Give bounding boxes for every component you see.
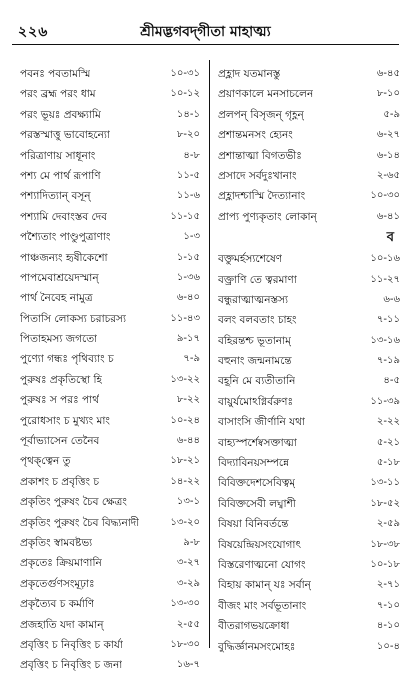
chapter-verse-ref: ২-৫৫ bbox=[176, 618, 200, 630]
verse-text: প্রয়াণকালে মনসাচলেন bbox=[218, 88, 314, 101]
chapter-verse-ref: ৬-৪১ bbox=[376, 210, 400, 222]
index-entry bbox=[20, 655, 212, 675]
index-entry bbox=[20, 349, 212, 369]
verse-text: পুরোধসাং চ মুখ্যং মাং bbox=[20, 414, 110, 427]
index-entry bbox=[20, 635, 212, 655]
index-entry bbox=[20, 574, 212, 594]
chapter-verse-ref: ৭-১৯ bbox=[376, 355, 400, 367]
verse-text: বিবিক্তসেবী লঘ্বাশী bbox=[218, 497, 296, 510]
verse-text: বলং বলবতাং চাহং bbox=[218, 314, 297, 327]
verse-text: পরং ভূয়ঃ প্রবক্ষ্যামি bbox=[20, 108, 101, 121]
verse-text: প্রশান্তাত্মা বিগতভীঃ bbox=[218, 149, 302, 162]
chapter-verse-ref: ১৮-৩০ bbox=[170, 638, 200, 650]
chapter-verse-ref: ৫-৯ bbox=[383, 108, 400, 120]
index-entry bbox=[20, 411, 212, 431]
chapter-verse-ref: ৮-১০ bbox=[376, 88, 400, 100]
verse-text: পাপমেবাশ্রয়েদস্মান্ bbox=[20, 271, 99, 284]
verse-text: বিবিক্তদেশসেবিত্বম্ bbox=[218, 477, 296, 490]
index-entry bbox=[218, 125, 400, 145]
verse-text: পুরুষঃ প্রকৃতিস্থো হি bbox=[20, 373, 103, 386]
chapter-verse-ref: ৭-১০ bbox=[376, 599, 400, 611]
verse-text: প্রাপ্য পুণ্যকৃতাং লোকান্ bbox=[218, 210, 317, 223]
index-entry bbox=[20, 615, 212, 635]
verse-text: পশ্যামি দেবাংস্তব দেব bbox=[20, 210, 108, 223]
index-entry bbox=[218, 331, 400, 351]
verse-text: বক্তুমর্হস্যশেষেণ bbox=[218, 253, 283, 266]
verse-text: প্রকৃতিং পুরুষং চৈব বিদ্ধ্যনাদী bbox=[20, 516, 140, 529]
chapter-verse-ref: ৬-৬ bbox=[383, 293, 400, 305]
chapter-verse-ref: ১১-২৭ bbox=[370, 273, 400, 285]
verse-text: বাহ্যস্পর্শেষ্বসক্তাত্মা bbox=[218, 436, 297, 449]
verse-text: পশ্যৈতাং পাণ্ডুপুত্রাণাং bbox=[20, 231, 111, 244]
index-entry bbox=[218, 575, 400, 595]
verse-text: বীতরাগভয়ক্রোধা bbox=[218, 620, 290, 633]
index-entry bbox=[20, 513, 212, 533]
verse-text: বিষয়া বিনিবর্তন্তে bbox=[218, 518, 289, 531]
verse-text: পৃথক্‌ত্বেন তু bbox=[20, 455, 71, 468]
verse-text: বহূনি মে ব্যতীতানি bbox=[218, 375, 296, 388]
index-entry bbox=[218, 105, 400, 125]
verse-text: প্রশান্তমনসং হ্যেনং bbox=[218, 129, 293, 142]
verse-text: প্রহ্লাদ যতমানস্তু bbox=[218, 68, 281, 80]
chapter-verse-ref: ৬-২৭ bbox=[376, 129, 400, 141]
chapter-verse-ref: ১৬-৭ bbox=[176, 659, 200, 671]
index-entry bbox=[218, 535, 400, 555]
index-entry bbox=[20, 166, 212, 186]
verse-text: বুদ্ধির্জ্ঞানমসংমোহঃ bbox=[218, 640, 296, 653]
index-entry bbox=[20, 105, 212, 125]
chapter-verse-ref: ১৩-৩০ bbox=[170, 598, 200, 610]
index-entry bbox=[20, 329, 212, 349]
index-entry bbox=[218, 494, 400, 514]
chapter-verse-ref: ১৩-১ bbox=[176, 496, 200, 508]
chapter-verse-ref: ৮-২০ bbox=[176, 129, 200, 141]
verse-text: পবনঃ পবতামস্মি bbox=[20, 68, 91, 80]
chapter-verse-ref: ১৮-২১ bbox=[170, 455, 200, 467]
chapter-verse-ref: ১০-৩১ bbox=[170, 68, 200, 79]
chapter-verse-ref: ১৮-৩৮ bbox=[370, 538, 400, 550]
chapter-verse-ref: ৬-৪৪ bbox=[176, 435, 200, 447]
index-entry bbox=[20, 533, 212, 553]
chapter-verse-ref: ৪-৮ bbox=[183, 149, 200, 161]
verse-text: প্রলপন্ বিসৃজন্ গৃহ্ণন্ bbox=[218, 108, 304, 121]
verse-text: পিতাসি লোকস্য চরাচরস্য bbox=[20, 312, 127, 325]
verse-text: প্রজহাতি যদা কামান্ bbox=[20, 618, 104, 631]
chapter-verse-ref: ৫-১৮ bbox=[376, 457, 400, 469]
section-letter-heading bbox=[218, 227, 400, 249]
index-entry bbox=[20, 227, 212, 247]
page-header bbox=[12, 22, 399, 45]
verse-text: প্রকাশং চ প্রবৃত্তিং চ bbox=[20, 475, 100, 488]
verse-text: বহিরন্তশ্চ ভূতানাম্ bbox=[218, 334, 291, 347]
page-number: ২২৬ bbox=[18, 24, 49, 40]
verse-text: পশ্য মে পার্থ রূপাণি bbox=[20, 169, 101, 182]
verse-text: বিষয়েন্দ্রিয়সংযোগাৎ bbox=[218, 538, 302, 551]
chapter-verse-ref: ১৪-১ bbox=[176, 108, 200, 120]
index-entry bbox=[218, 310, 400, 330]
chapter-verse-ref: ৭-৯ bbox=[183, 353, 200, 365]
index-entry bbox=[20, 594, 212, 614]
chapter-verse-ref: ১৪-২২ bbox=[170, 475, 200, 487]
index-entry bbox=[20, 390, 212, 410]
chapter-verse-ref: ১০-৩০ bbox=[370, 190, 400, 202]
chapter-verse-ref: ১-১৫ bbox=[176, 251, 200, 263]
chapter-verse-ref: ১৮-৫২ bbox=[370, 497, 400, 509]
right-index-bottom-block bbox=[218, 249, 400, 657]
chapter-verse-ref: ৮-২২ bbox=[176, 394, 200, 406]
verse-text: বিদ্যাবিনয়সম্পন্নে bbox=[218, 457, 290, 470]
index-entry bbox=[20, 84, 212, 104]
verse-text: প্রকৃতের্গুণসংমূঢ়াঃ bbox=[20, 577, 95, 590]
verse-text: পার্থ নৈবেহ নামুত্র bbox=[20, 292, 93, 305]
verse-text: পিতাহমস্য জগতো bbox=[20, 333, 98, 346]
chapter-verse-ref: ৫-২১ bbox=[376, 436, 400, 448]
verse-text: প্রহ্লাদশ্চাস্মি দৈত্যানাং bbox=[218, 190, 306, 203]
right-index-top-block bbox=[218, 64, 400, 227]
chapter-verse-ref: ১০-৪ bbox=[376, 640, 400, 652]
chapter-verse-ref: ৬-৪৫ bbox=[376, 68, 400, 79]
index-entry bbox=[218, 433, 400, 453]
chapter-verse-ref: ১১-৪৩ bbox=[170, 312, 200, 324]
verse-text: পাঞ্চজন্যং হৃষীকেশো bbox=[20, 251, 108, 264]
chapter-verse-ref: ১০-১২ bbox=[170, 88, 200, 100]
index-entry bbox=[218, 84, 400, 104]
index-entry bbox=[20, 451, 212, 471]
chapter-verse-ref: ২-৫৯ bbox=[376, 518, 400, 530]
chapter-verse-ref: ১১-১৫ bbox=[170, 210, 200, 222]
chapter-verse-ref: ৯-৮ bbox=[183, 536, 200, 548]
index-entry bbox=[218, 616, 400, 636]
verse-text: বহুনাং জন্মনামন্তে bbox=[218, 355, 292, 368]
index-entry bbox=[20, 248, 212, 268]
chapter-verse-ref: ১০-১৮ bbox=[370, 558, 400, 570]
verse-text: পরিত্রাণায় সাধূনাং bbox=[20, 149, 96, 162]
chapter-verse-ref: ২-৭১ bbox=[376, 579, 400, 591]
index-entry bbox=[20, 431, 212, 451]
index-entry bbox=[20, 64, 212, 84]
index-entry bbox=[218, 351, 400, 371]
verse-text: প্রকৃতেঃ ক্রিয়মাণানি bbox=[20, 557, 102, 570]
chapter-verse-ref: ৬-৪০ bbox=[176, 292, 200, 304]
chapter-verse-ref: ২-২২ bbox=[376, 416, 400, 428]
index-entry bbox=[20, 268, 212, 288]
page-title: শ্রীমদ্ভগবদ্‌গীতা মাহাত্ম্য bbox=[140, 24, 271, 40]
verse-text: পরস্তস্মাত্তু ভাবোহন্যো bbox=[20, 129, 110, 142]
index-entry bbox=[20, 288, 212, 308]
index-entry bbox=[218, 412, 400, 432]
index-entry bbox=[218, 290, 400, 310]
chapter-verse-ref: ৪-৫ bbox=[383, 375, 400, 387]
index-entry bbox=[20, 186, 212, 206]
chapter-verse-ref: ৯-১৭ bbox=[176, 333, 200, 345]
index-entry bbox=[218, 555, 400, 575]
verse-text: পশ্যাদিত্যান্ বসূন্ bbox=[20, 190, 91, 203]
right-index-column bbox=[218, 64, 400, 657]
chapter-verse-ref: ৩-২৯ bbox=[176, 577, 200, 589]
index-entry bbox=[20, 207, 212, 227]
index-entry bbox=[218, 371, 400, 391]
verse-text: প্রবৃত্তিং চ নিবৃত্তিং চ জনা bbox=[20, 659, 123, 672]
index-entry bbox=[20, 309, 212, 329]
index-entry bbox=[20, 553, 212, 573]
chapter-verse-ref: ১১-৬ bbox=[176, 190, 200, 202]
index-entry bbox=[218, 166, 400, 186]
chapter-verse-ref: ৩-২৭ bbox=[176, 557, 200, 569]
chapter-verse-ref: ১০-১৬ bbox=[370, 253, 400, 265]
chapter-verse-ref: ১১-৩৯ bbox=[370, 395, 400, 407]
index-entry bbox=[218, 473, 400, 493]
chapter-verse-ref: ১৩-২২ bbox=[170, 373, 200, 385]
index-entry bbox=[20, 492, 212, 512]
chapter-verse-ref: ১৩-২০ bbox=[170, 516, 200, 528]
chapter-verse-ref: ৭-১১ bbox=[376, 314, 400, 326]
verse-text: প্রকৃতিং পুরুষং চৈব ক্ষেত্রং bbox=[20, 496, 127, 509]
chapter-verse-ref: ২-৬৫ bbox=[376, 169, 400, 181]
chapter-verse-ref: ৪-১০ bbox=[376, 620, 400, 632]
index-entry bbox=[20, 125, 212, 145]
verse-text: বিহায় কামান্ যঃ সর্বান্ bbox=[218, 579, 311, 592]
index-entry bbox=[218, 453, 400, 473]
verse-text: পরং ব্রহ্ম পরং ধাম bbox=[20, 88, 96, 101]
index-entry bbox=[218, 249, 400, 269]
verse-text: পুণ্যো গন্ধঃ পৃথিব্যাং চ bbox=[20, 353, 114, 366]
left-index-column bbox=[20, 64, 212, 676]
verse-text: বাসাংসি জীর্ণানি যথা bbox=[218, 416, 305, 429]
index-entry bbox=[218, 186, 400, 206]
chapter-verse-ref: ১-৩৬ bbox=[176, 271, 200, 283]
verse-text: প্রকৃতিং স্বামবষ্টভ্য bbox=[20, 536, 93, 549]
verse-text: প্রকৃত্যৈব চ কর্মাণি bbox=[20, 598, 95, 611]
chapter-verse-ref: ১৩-১১ bbox=[370, 477, 400, 489]
verse-text: বন্ধুরাত্মাত্মনস্তস্য bbox=[218, 293, 289, 306]
chapter-verse-ref: ৬-১৪ bbox=[376, 149, 400, 161]
index-entry bbox=[218, 64, 400, 84]
verse-text: পূর্বাভ্যাসেন তেনৈব bbox=[20, 435, 100, 448]
chapter-verse-ref: ১১-৫ bbox=[176, 169, 200, 181]
index-entry bbox=[218, 207, 400, 227]
index-entry bbox=[218, 270, 400, 290]
chapter-verse-ref: ১০-২৪ bbox=[170, 414, 200, 426]
section-letter: ব bbox=[386, 230, 394, 246]
index-entry bbox=[218, 146, 400, 166]
index-entry bbox=[218, 596, 400, 616]
verse-text: বায়ুর্যমোঽগ্নির্বরুণঃ bbox=[218, 395, 294, 408]
verse-text: প্রসাদে সর্বদুঃখানাং bbox=[218, 169, 297, 182]
verse-text: প্রবৃত্তিং চ নিবৃত্তিং চ কার্যা bbox=[20, 638, 124, 651]
index-entry bbox=[218, 392, 400, 412]
index-entry bbox=[20, 146, 212, 166]
verse-text: বীজং মাং সর্বভূতানাং bbox=[218, 599, 307, 612]
verse-text: বিস্তরেণাত্মনো যোগং bbox=[218, 558, 306, 571]
chapter-verse-ref: ১-৩ bbox=[183, 231, 200, 243]
verse-text: বক্ত্রাণি তে ত্বরমাণা bbox=[218, 273, 297, 286]
index-entry bbox=[218, 514, 400, 534]
verse-text: পুরুষঃ স পরঃ পার্থ bbox=[20, 394, 99, 407]
index-entry bbox=[20, 472, 212, 492]
chapter-verse-ref: ১৩-১৬ bbox=[370, 334, 400, 346]
index-entry bbox=[218, 637, 400, 657]
index-entry bbox=[20, 370, 212, 390]
